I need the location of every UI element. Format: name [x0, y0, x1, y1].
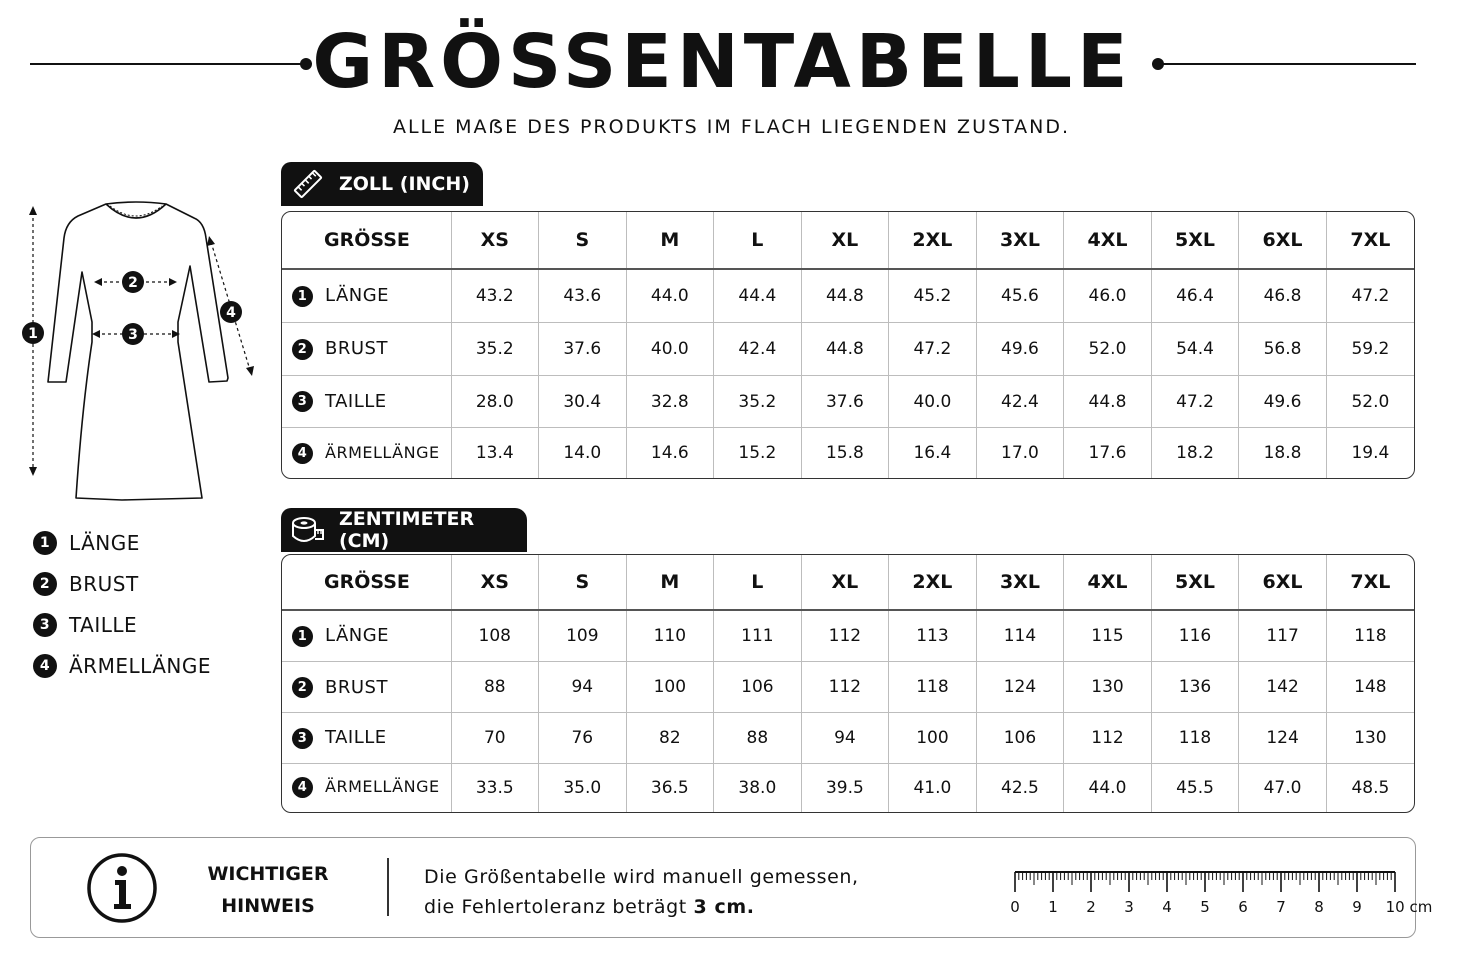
table-cell: 39.5 [801, 763, 889, 812]
table-header-row [282, 212, 1414, 269]
table-cell: 40.0 [889, 375, 977, 428]
ruler-label: 4 [1162, 898, 1172, 916]
table-cell: 15.2 [714, 428, 802, 478]
table-cell: 112 [1064, 713, 1152, 764]
header-cell: M [626, 212, 714, 269]
header-cell: 3XL [976, 212, 1064, 269]
table-cell: 88 [451, 662, 539, 713]
header-cell: 5XL [1151, 555, 1239, 610]
table-cell: 43.2 [451, 269, 539, 323]
header-cell: 3XL [976, 555, 1064, 610]
table-cell: 41.0 [889, 763, 977, 812]
ruler-label: 8 [1314, 898, 1324, 916]
table-cell: 37.6 [539, 323, 627, 376]
table-cell: 94 [539, 662, 627, 713]
header-cell: 5XL [1151, 212, 1239, 269]
ruler-label: 5 [1200, 898, 1210, 916]
table-cell: 13.4 [451, 428, 539, 478]
row-label: 4 ÄRMELLÄNGE [282, 763, 451, 812]
ruler-label: 1 [1048, 898, 1058, 916]
table-cell: 106 [976, 713, 1064, 764]
table-cell: 47.2 [1151, 375, 1239, 428]
table-cell: 100 [889, 713, 977, 764]
header-cell: GRÖSSE [282, 555, 451, 610]
cm-section-tab [281, 508, 527, 552]
table-cell: 15.8 [801, 428, 889, 478]
legend-label: ÄRMELLÄNGE [69, 654, 211, 678]
legend-number: 4 [33, 654, 57, 678]
table-cell: 47.2 [1326, 269, 1414, 323]
header-cell: GRÖSSE [282, 212, 451, 269]
legend-item-waist [33, 613, 137, 637]
table-cell: 118 [1151, 713, 1239, 764]
table-cell: 106 [714, 662, 802, 713]
legend-item-chest [33, 572, 139, 596]
table-cell: 52.0 [1326, 375, 1414, 428]
header-cell: XL [801, 212, 889, 269]
note-separator [387, 858, 389, 916]
diagram-marker-4: 4 [226, 305, 236, 321]
note-title: WICHTIGER HINWEIS [207, 863, 329, 917]
table-cell: 142 [1239, 662, 1327, 713]
diagram-marker-3: 3 [128, 327, 138, 343]
table-cell: 44.4 [714, 269, 802, 323]
table-cell: 130 [1064, 662, 1152, 713]
table-cell: 28.0 [451, 375, 539, 428]
row-label: 1 LÄNGE [282, 610, 451, 662]
ruler-label: 7 [1276, 898, 1286, 916]
table-cell: 108 [451, 610, 539, 662]
diagram-marker-2: 2 [128, 275, 138, 291]
table-cell: 38.0 [714, 763, 802, 812]
table-cell: 17.6 [1064, 428, 1152, 478]
header-cell: 4XL [1064, 212, 1152, 269]
table-cell: 76 [539, 713, 627, 764]
table-cell: 136 [1151, 662, 1239, 713]
table-cell: 48.5 [1326, 763, 1414, 812]
table-cell: 42.4 [976, 375, 1064, 428]
ruler-label: 6 [1238, 898, 1248, 916]
legend-number: 2 [33, 572, 57, 596]
table-cell: 111 [714, 610, 802, 662]
ruler-icon [291, 167, 325, 201]
header-cell: 6XL [1239, 212, 1327, 269]
table-cell: 114 [976, 610, 1064, 662]
important-note-box [30, 837, 1433, 938]
table-cell: 118 [889, 662, 977, 713]
table-cell: 112 [801, 662, 889, 713]
table-cell: 17.0 [976, 428, 1064, 478]
table-cell: 109 [539, 610, 627, 662]
header-cell: S [539, 555, 627, 610]
header-cell: S [539, 212, 627, 269]
row-label: 2 BRUST [282, 323, 451, 376]
table-cell: 49.6 [1239, 375, 1327, 428]
table-cell: 44.0 [626, 269, 714, 323]
note-text: Die Größentabelle wird manuell gemessen, die Fehlertoleranz beträgt 3 cm. [424, 866, 859, 918]
row-number: 4 [292, 443, 313, 464]
table-cell: 112 [801, 610, 889, 662]
table-cell: 52.0 [1064, 323, 1152, 376]
table-cell: 116 [1151, 610, 1239, 662]
table-cell: 42.4 [714, 323, 802, 376]
table-cell: 37.6 [801, 375, 889, 428]
page-subtitle: ALLE MAẞE DES PRODUKTS IM FLACH LIEGENDEN ZUSTAND. [392, 116, 1071, 138]
table-row [282, 763, 1414, 812]
table-cell: 44.8 [1064, 375, 1152, 428]
measuring-tape-icon [291, 513, 325, 547]
table-cell: 35.2 [714, 375, 802, 428]
legend-item-length [33, 531, 140, 555]
inch-tab-label: ZOLL (INCH) [339, 173, 470, 195]
dress-diagram [18, 198, 268, 510]
table-row [282, 323, 1414, 376]
row-number: 2 [292, 677, 313, 698]
table-cell: 59.2 [1326, 323, 1414, 376]
header-cell: M [626, 555, 714, 610]
inch-size-table [281, 211, 1415, 479]
table-cell: 32.8 [626, 375, 714, 428]
legend-number: 1 [33, 531, 57, 555]
row-number: 2 [292, 339, 313, 360]
table-cell: 56.8 [1239, 323, 1327, 376]
diagram-marker-1: 1 [28, 326, 38, 342]
page-title: GRÖSSENTABELLE [312, 19, 1133, 105]
header-cell: 6XL [1239, 555, 1327, 610]
header-cell: 7XL [1326, 555, 1414, 610]
table-cell: 100 [626, 662, 714, 713]
table-cell: 40.0 [626, 323, 714, 376]
header-cell: XL [801, 555, 889, 610]
header-cell: XS [451, 212, 539, 269]
row-label: 2 BRUST [282, 662, 451, 713]
info-icon [86, 852, 158, 924]
table-cell: 35.2 [451, 323, 539, 376]
table-cell: 70 [451, 713, 539, 764]
table-cell: 30.4 [539, 375, 627, 428]
ruler-label: 0 [1010, 898, 1020, 916]
header-line-left [30, 63, 304, 65]
table-cell: 148 [1326, 662, 1414, 713]
table-header-row [282, 555, 1414, 610]
ruler-label: 9 [1352, 898, 1362, 916]
table-cell: 117 [1239, 610, 1327, 662]
table-cell: 16.4 [889, 428, 977, 478]
table-cell: 18.2 [1151, 428, 1239, 478]
row-number: 4 [292, 777, 313, 798]
header-cell: 7XL [1326, 212, 1414, 269]
ruler-label: 3 [1124, 898, 1134, 916]
table-row [282, 610, 1414, 662]
table-row [282, 375, 1414, 428]
table-row [282, 662, 1414, 713]
legend-label: LÄNGE [69, 531, 140, 555]
table-cell: 18.8 [1239, 428, 1327, 478]
table-cell: 110 [626, 610, 714, 662]
legend-label: TAILLE [69, 613, 138, 637]
legend-item-sleeve [33, 654, 211, 678]
table-cell: 46.0 [1064, 269, 1152, 323]
table-row [282, 269, 1414, 323]
table-cell: 118 [1326, 610, 1414, 662]
header-cell: 2XL [889, 555, 977, 610]
table-cell: 115 [1064, 610, 1152, 662]
row-label: 4 ÄRMELLÄNGE [282, 428, 451, 478]
table-cell: 42.5 [976, 763, 1064, 812]
table-cell: 44.0 [1064, 763, 1152, 812]
table-cell: 14.6 [626, 428, 714, 478]
table-cell: 47.2 [889, 323, 977, 376]
table-cell: 19.4 [1326, 428, 1414, 478]
table-cell: 94 [801, 713, 889, 764]
table-cell: 45.6 [976, 269, 1064, 323]
ruler-label: 2 [1086, 898, 1096, 916]
table-cell: 43.6 [539, 269, 627, 323]
table-cell: 35.0 [539, 763, 627, 812]
table-cell: 124 [976, 662, 1064, 713]
header-cell: XS [451, 555, 539, 610]
header-cell: 2XL [889, 212, 977, 269]
row-number: 1 [292, 286, 313, 307]
table-cell: 88 [714, 713, 802, 764]
inch-section-tab [281, 162, 483, 206]
legend-number: 3 [33, 613, 57, 637]
row-label: 1 LÄNGE [282, 269, 451, 323]
table-cell: 45.2 [889, 269, 977, 323]
row-number: 3 [292, 391, 313, 412]
table-cell: 47.0 [1239, 763, 1327, 812]
ruler-label: 10 cm [1385, 898, 1433, 916]
header-cell: L [714, 212, 802, 269]
row-number: 1 [292, 626, 313, 647]
ruler-icon [975, 866, 1433, 922]
row-label: 3 TAILLE [282, 713, 451, 764]
table-cell: 82 [626, 713, 714, 764]
header-line-right [1160, 63, 1416, 65]
table-cell: 45.5 [1151, 763, 1239, 812]
table-cell: 130 [1326, 713, 1414, 764]
header-cell: L [714, 555, 802, 610]
table-row [282, 428, 1414, 478]
row-label: 3 TAILLE [282, 375, 451, 428]
table-cell: 46.8 [1239, 269, 1327, 323]
table-cell: 124 [1239, 713, 1327, 764]
table-cell: 54.4 [1151, 323, 1239, 376]
cm-tab-label: ZENTIMETER (CM) [339, 508, 475, 552]
table-row [282, 713, 1414, 764]
table-cell: 14.0 [539, 428, 627, 478]
table-cell: 46.4 [1151, 269, 1239, 323]
legend-label: BRUST [69, 572, 139, 596]
table-cell: 33.5 [451, 763, 539, 812]
row-number: 3 [292, 728, 313, 749]
table-cell: 44.8 [801, 323, 889, 376]
header-cell: 4XL [1064, 555, 1152, 610]
table-cell: 113 [889, 610, 977, 662]
table-cell: 36.5 [626, 763, 714, 812]
table-cell: 44.8 [801, 269, 889, 323]
cm-size-table [281, 554, 1415, 813]
table-cell: 49.6 [976, 323, 1064, 376]
